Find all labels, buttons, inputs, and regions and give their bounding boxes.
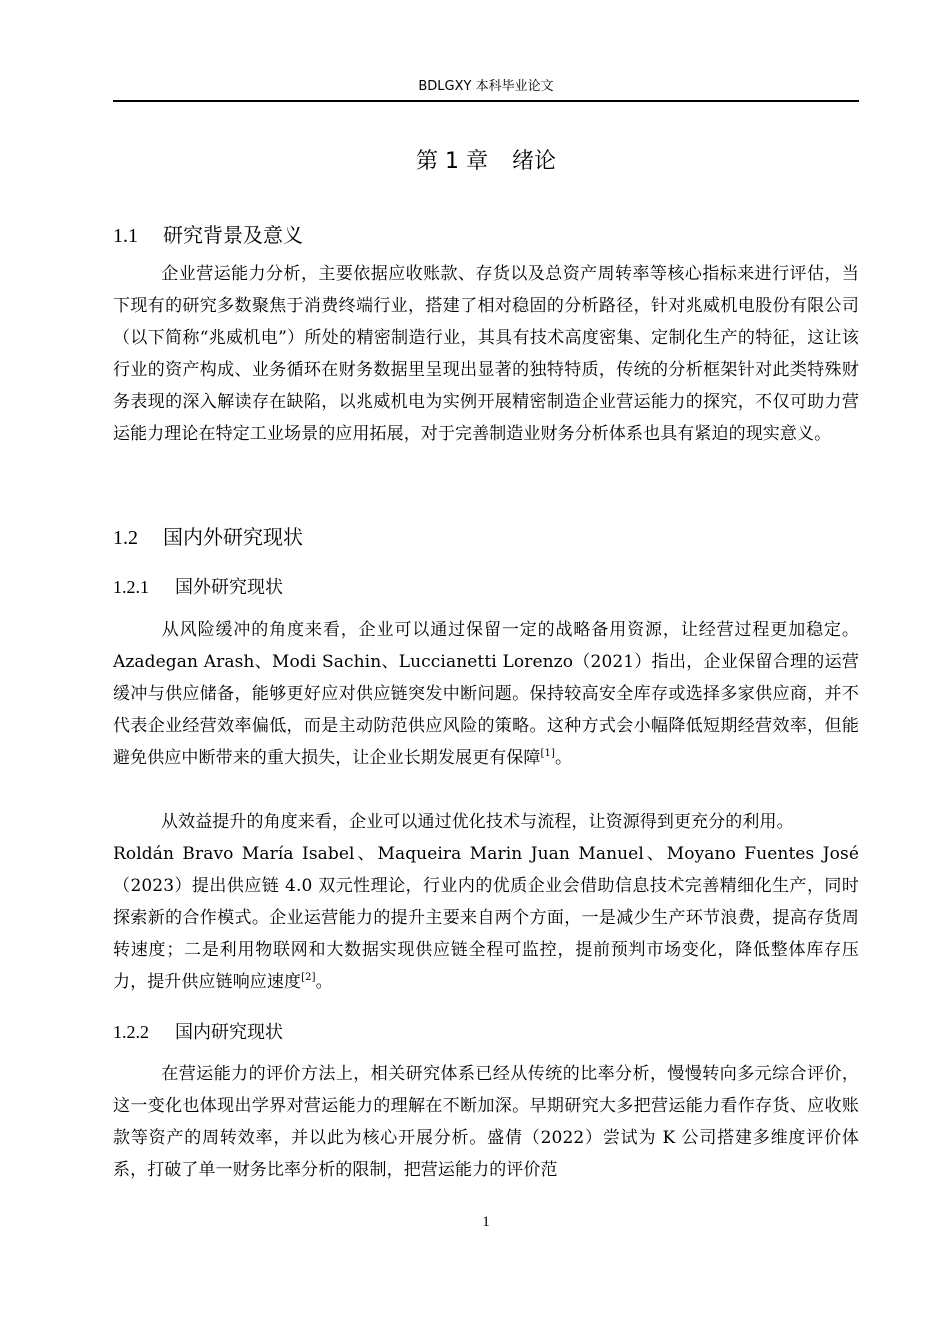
subsection-title: 国外研究现状 — [175, 577, 283, 598]
section-title: 研究背景及意义 — [163, 223, 303, 247]
section-number: 1.1 — [113, 225, 138, 247]
section-1-2-1-paragraph-2: 从效益提升的角度来看，企业可以通过优化技术与流程，让资源得到更充分的利用。 Roldán Bravo María Isabel、Maqueira Marin Juan Manuel、Moyano Fuentes José （2023）提出供应链 4.0 双元性理论，行业内的优质企业会借助信息技术完善精细化生产，同时探索新的合作模式。企业运营能力的提升主要来自两个方面，一是减少生产环节浪费，提高存货周转速度；二是利用物联网和大数据实现供应链全程可监控，提前预判市场变化，降低整体库存压力，提升供应链响应速度[2]。 — [113, 812, 859, 992]
paragraph-text: 在营运能力的评价方法上，相关研究体系已经从传统的比率分析，慢慢转向多元综合评价，这一变化也体现出学界对营运能力的理解在不断加深。早期研究大多把营运能力看作存货、应收账款等资产的周转效率，并以此为核心开展分析。盛倩（2022）尝试为 K 公司搭建多维度评价体系，打破了单一财务比率分析的限制，把营运能力的评价范 — [113, 1064, 859, 1180]
citation-ref: [1] — [540, 748, 555, 759]
subsection-number: 1.2.2 — [113, 1022, 149, 1042]
paragraph-text: 企业营运能力分析，主要依据应收账款、存货以及总资产周转率等核心指标来进行评估，当下现有的研究多数聚焦于消费终端行业，搭建了相对稳固的分析路径，针对兆威机电股份有限公司（以下简称“兆威机电”）所处的精密制造行业，其具有技术高度密集、定制化生产的特征，这让该行业的资产构成、业务循环在财务数据里呈现出显著的独特特质，传统的分析框架针对此类特殊财务表现的深入解读存在缺陷，以兆威机电为实例开展精密制造企业营运能力的探究，不仅可助力营运能力理论在特定工业场景的应用拓展，对于完善制造业财务分析体系也具有紧迫的现实意义。 — [113, 264, 859, 444]
citation-ref: [2] — [301, 972, 316, 983]
section-number: 1.2 — [113, 527, 138, 549]
page-number: 1 — [482, 1214, 490, 1230]
header-rule — [113, 100, 859, 102]
paragraph-text: 从风险缓冲的角度来看，企业可以通过保留一定的战略备用资源，让经营过程更加稳定。Azadegan Arash、Modi Sachin、Luccianetti Lorenzo（2021）指出，企业保留合理的运营缓冲与供应储备，能够更好应对供应链突发中断问题。保持较高安全库存或选择多家供应商，并不代表企业经营效率偏低，而是主动防范供应风险的策略。这种方式会小幅降低短期经营效率，但能避免供应中断带来的重大损失，让企业长期发展更有保障 — [113, 620, 859, 768]
section-1-1-paragraph — [113, 258, 859, 450]
subsection-number: 1.2.1 — [113, 577, 149, 597]
section-1-2-2-heading — [113, 1019, 283, 1046]
section-1-2-2-paragraph — [113, 1058, 859, 1186]
chapter-number: 第 1 章 — [416, 149, 488, 174]
subsection-title: 国内研究现状 — [175, 1022, 283, 1043]
running-header: BDLGXY 本科毕业论文 — [418, 79, 554, 94]
chapter-name: 绪论 — [511, 149, 556, 174]
section-1-2-1-paragraph-1: 从风险缓冲的角度来看，企业可以通过保留一定的战略备用资源，让经营过程更加稳定。Azadegan Arash、Modi Sachin、Luccianetti Lorenzo（2021）指出，企业保留合理的运营缓冲与供应储备，能够更好应对供应链突发中断问题。保持较高安全库存或选择多家供应商，并不代表企业经营效率偏低，而是主动防范供应风险的策略。这种方式会小幅降低短期经营效率，但能避免供应中断带来的重大损失，让企业长期发展更有保障[1]。 — [113, 620, 859, 768]
section-1-2-1-heading — [113, 574, 283, 601]
section-1-1-heading — [113, 221, 303, 250]
chapter-title — [113, 146, 859, 178]
author-line: Roldán Bravo María Isabel、Maqueira Marin Juan Manuel、Moyano Fuentes José — [113, 844, 859, 864]
paragraph-text-rest: （2023）提出供应链 4.0 双元性理论，行业内的优质企业会借助信息技术完善精细化生产，同时探索新的合作模式。企业运营能力的提升主要来自两个方面，一是减少生产环节浪费，提高存货周转速度；二是利用物联网和大数据实现供应链全程可监控，提前预判市场变化，降低整体库存压力，提升供应链响应速度 — [113, 876, 859, 992]
section-1-2-heading — [113, 523, 303, 552]
section-title: 国内外研究现状 — [163, 525, 303, 549]
paragraph-text: 从效益提升的角度来看，企业可以通过优化技术与流程，让资源得到更充分的利用。 — [161, 812, 794, 832]
